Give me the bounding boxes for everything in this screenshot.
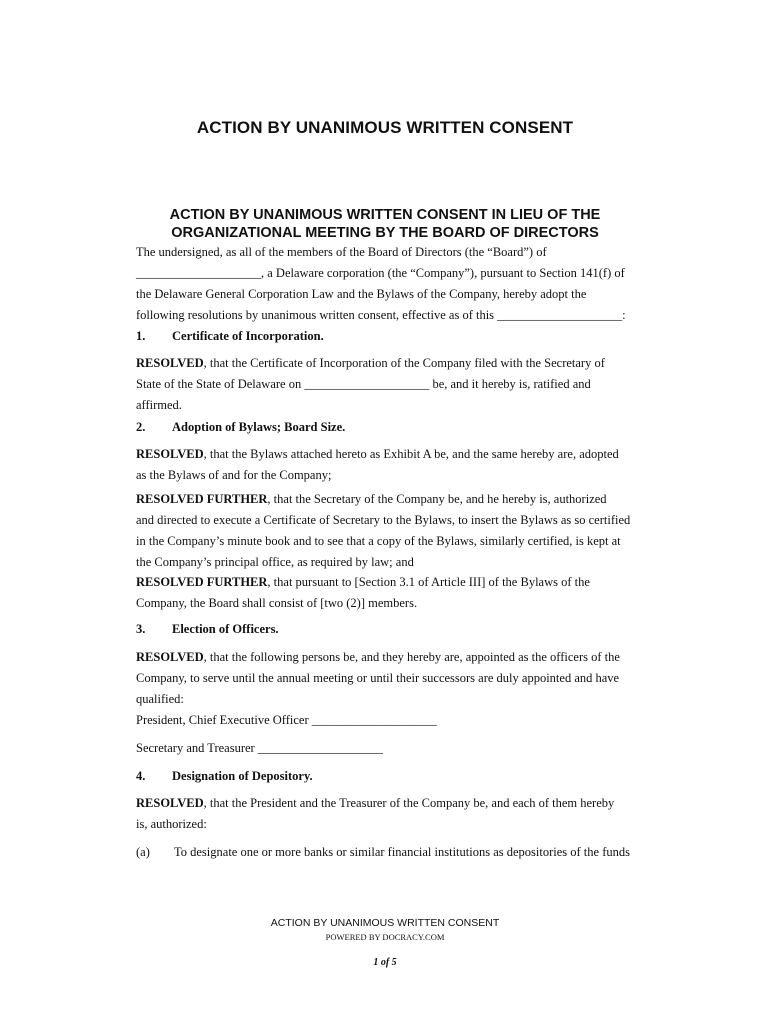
section-number: 2. [136, 420, 146, 434]
section-heading-bylaws [136, 418, 345, 436]
resolution-line: Company, to serve until the annual meeting or until their successors are duly appointed and have [136, 671, 620, 685]
resolved-further-lead: RESOLVED FURTHER [136, 575, 268, 589]
list-item [136, 843, 630, 861]
section-number: 1. [136, 329, 146, 343]
document-subtitle [130, 206, 640, 242]
item-text: To designate one or more banks or similar financial institutions as depositories of the funds [174, 845, 630, 859]
resolution-line: State of the State of Delaware on ____________________ be, and it hereby is, ratified and [136, 377, 591, 391]
section-title: Election of Officers. [172, 622, 279, 636]
resolved-lead: RESOLVED [136, 796, 204, 810]
resolution-paragraph [136, 489, 634, 573]
resolution-line: is, authorized: [136, 817, 207, 831]
resolution-line: and directed to execute a Certificate of Secretary to the Bylaws, to insert the Bylaws as so certified [136, 513, 631, 527]
resolved-lead: RESOLVED [136, 447, 204, 461]
officer-secretary-line [136, 738, 634, 759]
resolution-paragraph [136, 444, 634, 486]
resolution-line: , that the following persons be, and they hereby are, appointed as the officers of the [203, 650, 620, 664]
resolution-line: in the Company’s minute book and to see that a copy of the Bylaws, similarly certified, is kept at [136, 534, 621, 548]
resolution-paragraph [136, 647, 634, 710]
resolution-line: , that the Certificate of Incorporation of the Company filed with the Secretary of [203, 356, 605, 370]
section-title: Adoption of Bylaws; Board Size. [172, 420, 346, 434]
section-number: 3. [136, 622, 146, 636]
document-title: ACTION BY UNANIMOUS WRITTEN CONSENT [196, 118, 574, 137]
footer-title: ACTION BY UNANIMOUS WRITTEN CONSENT [270, 917, 500, 929]
intro-line: The undersigned, as all of the members of the Board of Directors (the “Board”) of [136, 245, 547, 259]
section-heading-officers [136, 620, 279, 638]
resolution-line: , that the President and the Treasurer of the Company be, and each of them hereby [203, 796, 615, 810]
section-title: Certificate of Incorporation. [172, 329, 324, 343]
section-title: Designation of Depository. [172, 769, 313, 783]
intro-paragraph [136, 242, 634, 326]
resolution-paragraph [136, 353, 634, 416]
subtitle-line: ACTION BY UNANIMOUS WRITTEN CONSENT IN LIEU OF THE [169, 207, 601, 223]
section-heading-depository [136, 767, 313, 785]
resolved-lead: RESOLVED [136, 356, 204, 370]
subtitle-line: ORGANIZATIONAL MEETING BY THE BOARD OF DIRECTORS [171, 225, 599, 241]
resolved-further-lead: RESOLVED FURTHER [136, 492, 268, 506]
resolution-line: affirmed. [136, 398, 182, 412]
resolution-line: as the Bylaws of and for the Company; [136, 468, 332, 482]
resolution-line: Company, the Board shall consist of [two (2)] members. [136, 596, 418, 610]
item-letter: (a) [136, 845, 150, 859]
resolution-paragraph [136, 793, 634, 835]
resolution-line: qualified: [136, 692, 184, 706]
resolution-line: , that the Bylaws attached hereto as Exhibit A be, and the same hereby are, adopted [203, 447, 619, 461]
resolution-paragraph [136, 572, 634, 614]
resolution-line: the Company’s principal office, as required by law; and [136, 555, 414, 569]
intro-line: following resolutions by unanimous written consent, effective as of this ____________________: [136, 308, 626, 322]
footer-powered-by: POWERED BY DOCRACY.COM [325, 932, 445, 942]
resolved-lead: RESOLVED [136, 650, 204, 664]
intro-line: ____________________, a Delaware corporation (the “Company”), pursuant to Section 141(f) of [136, 266, 625, 280]
officer-president-line [136, 710, 634, 731]
section-heading-certificate [136, 327, 324, 345]
section-number: 4. [136, 769, 146, 783]
officer-line: Secretary and Treasurer ____________________ [136, 741, 383, 755]
resolution-line: , that the Secretary of the Company be, and he hereby is, authorized [267, 492, 607, 506]
officer-line: President, Chief Executive Officer ____________________ [136, 713, 437, 727]
intro-line: the Delaware General Corporation Law and the Bylaws of the Company, hereby adopt the [136, 287, 587, 301]
page-number: 1 of 5 [373, 957, 397, 968]
resolution-line: , that pursuant to [Section 3.1 of Article III] of the Bylaws of the [267, 575, 590, 589]
